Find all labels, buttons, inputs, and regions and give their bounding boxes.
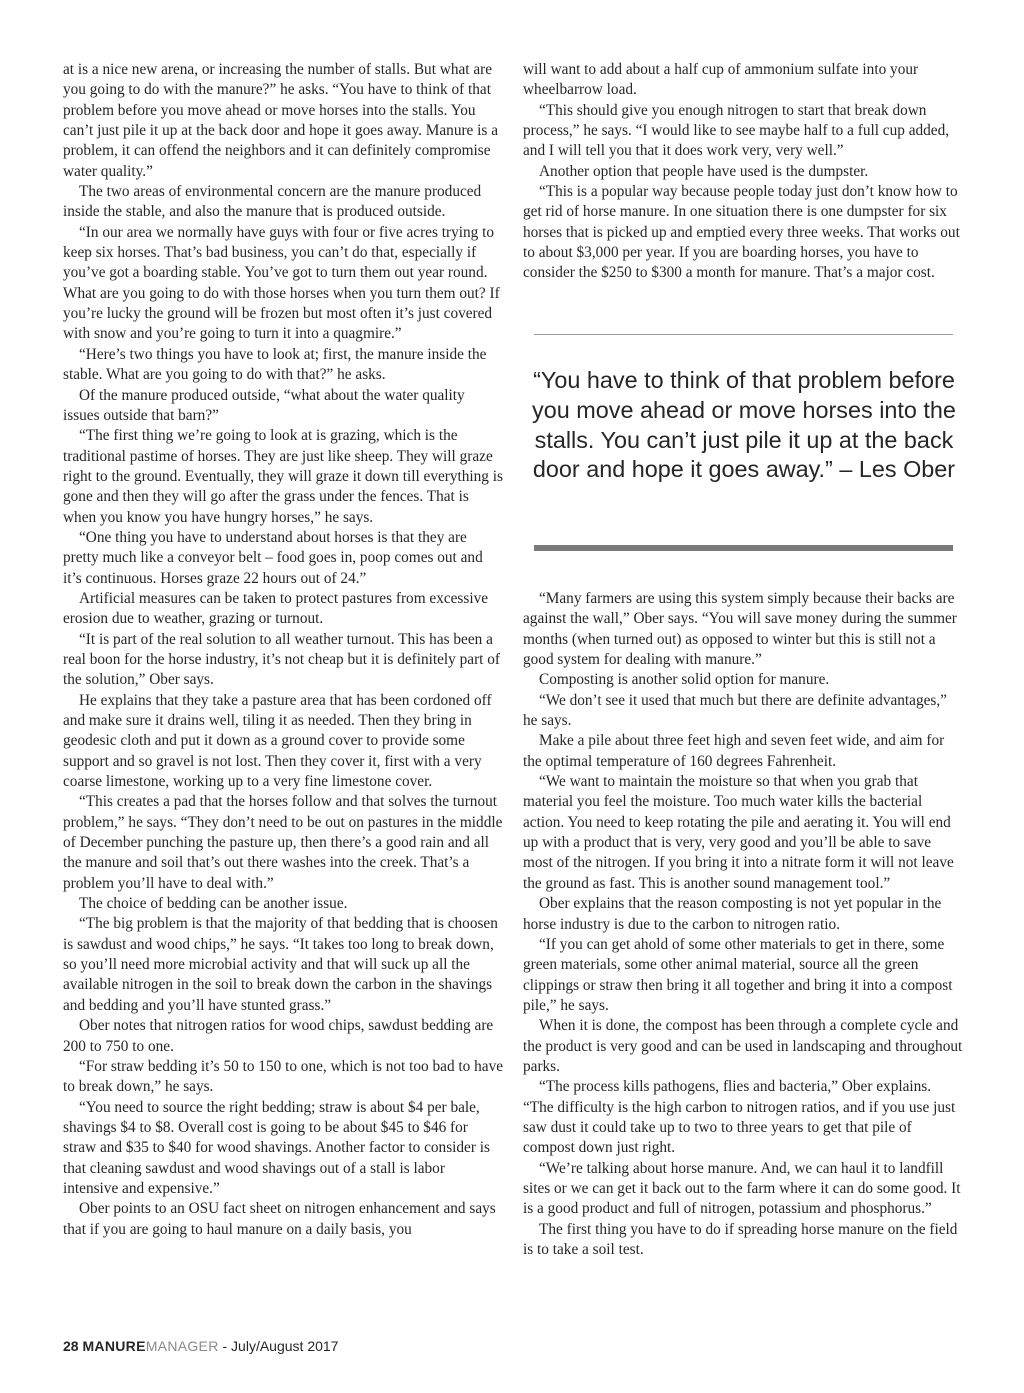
paragraph: “You need to source the right bedding; straw is about $4 per bale, shavings $4 to $8. Overall cost is going to be about $45 to $46 for straw and $35 to $40 for wood shavings. Another factor to consider is that cleaning sawdust and wood shavings out of a stall is labor intensive and expensive.” bbox=[63, 1098, 490, 1197]
paragraph: “This creates a pad that the horses follow and that solves the turnout problem,” he says. “They don’t need to be out on pastures in the middle of December punching the pasture up, then there’s a good rain and all the manure and soil that’s out there washes into the creek. That’s a problem you’ll have to deal with.” bbox=[63, 793, 503, 892]
paragraph: Ober points to an OSU fact sheet on nitrogen enhancement and says that if you are going to haul manure on a daily basis, you bbox=[63, 1200, 496, 1238]
paragraph: The first thing you have to do if spreading horse manure on the field is to take a soil test. bbox=[523, 1220, 958, 1258]
right-column-top bbox=[523, 60, 963, 284]
paragraph: “In our area we normally have guys with four or five acres trying to keep six horses. That’s bad business, you can’t do that, especially if you’ve got a boarding stable. You’ve got to turn them out year round. What are you going to do with those horses when you turn them out? If you’re lucky the ground will be frozen but most often it’s just covered with snow and you’re going to turn it into a quagmire.” bbox=[63, 223, 500, 343]
paragraph: at is a nice new arena, or increasing the number of stalls. But what are you going to do with the manure?” he asks. “You have to think of that problem before you move ahead or move horses into the stalls. You can’t just pile it up at the back door and hope it goes away. Manure is a problem, it can offend the neighbors and it can definitely compromise water quality.” bbox=[63, 61, 498, 180]
paragraph: “We want to maintain the moisture so that when you grab that material you feel the moisture. Too much water kills the bacterial action. You need to keep rotating the pile and aerating it. You will end up with a product that is very, very good and you’ll be able to save most of the nitrogen. If you bring it into a nitrate form it will not leave the ground as fast. This is another sound management tool.” bbox=[523, 773, 954, 892]
paragraph: “This should give you enough nitrogen to start that break down process,” he says. “I would like to see maybe half to a full cup added, and I will tell you that it does work very, very well.” bbox=[523, 101, 950, 160]
page-number: 28 bbox=[63, 1338, 79, 1354]
paragraph: “One thing you have to understand about horses is that they are pretty much like a conveyor belt – food goes in, poop comes out and it’s continuous. Horses graze 22 hours out of 24.” bbox=[63, 528, 483, 587]
paragraph: “Here’s two things you have to look at; first, the manure inside the stable. What are you going to do with that?” he asks. bbox=[63, 345, 487, 384]
issue-date: - July/August 2017 bbox=[222, 1338, 339, 1354]
paragraph: Ober explains that the reason composting is not yet popular in the horse industry is due to the carbon to nitrogen ratio. bbox=[523, 895, 942, 933]
left-column bbox=[63, 60, 503, 1240]
paragraph: “The first thing we’re going to look at is grazing, which is the traditional pastime of horses. They are just like sheep. They will graze right to the ground. Eventually, they will graze it down till everything is gone and then they will go after the grass under the fences. That is when you know you have hungry horses,” he says. bbox=[63, 427, 503, 526]
right-column-bottom bbox=[523, 589, 963, 1260]
page-footer bbox=[63, 1338, 338, 1354]
pull-quote: “You have to think of that problem before you move ahead or move horses into the stalls. You can’t just pile it up at the back door and hope it goes away.” – Les Ober bbox=[532, 367, 956, 483]
paragraph: Composting is another solid option for manure. bbox=[539, 671, 830, 689]
paragraph: “This is a popular way because people today just don’t know how to get rid of horse manure. In one situation there is one dumpster for six horses that is picked up and emptied every three weeks. That works out to about $3,000 per year. If you are boarding horses, you have to consider the $250 to $300 a month for manure. That’s a major cost. bbox=[523, 183, 960, 282]
paragraph: “It is part of the real solution to all weather turnout. This has been a real boon for the horse industry, it’s not cheap but it is definitely part of the solution,” Ober says. bbox=[63, 630, 500, 689]
paragraph: “Many farmers are using this system simply because their backs are against the wall,” Ober says. “You will save money during the summer months (when turned out) as opposed to winter but this is still not a good system for dealing with manure.” bbox=[523, 590, 957, 669]
paragraph: “For straw bedding it’s 50 to 150 to one, which is not too bad to have to break down,” he says. bbox=[63, 1057, 504, 1096]
paragraph: “We don’t see it used that much but there are definite advantages,” he says. bbox=[523, 691, 947, 730]
pull-quote-bottom-rule bbox=[534, 545, 953, 551]
paragraph: Another option that people have used is the dumpster. bbox=[539, 162, 869, 180]
paragraph: “If you can get ahold of some other materials to get in there, some green materials, some other animal material, source all the green clippings or straw then bring it all together and bring it into a compost pile,” he says. bbox=[523, 935, 953, 1014]
magazine-name-bold: MANURE bbox=[82, 1338, 146, 1354]
paragraph: He explains that they take a pasture area that has been cordoned off and make sure it drains well, tiling it as needed. Then they bring in geodesic cloth and put it down as a ground cover to provide some support and so gravel is not lost. Then they cover it, first with a very coarse limestone, working up to a very fine limestone cover. bbox=[63, 691, 492, 791]
paragraph: “The process kills pathogens, flies and bacteria,” Ober explains. “The difficulty is the high carbon to nitrogen ratios, and if you use just saw dust it could take up to two to three years to get that pile of compost down just right. bbox=[523, 1078, 956, 1157]
pull-quote-top-rule bbox=[534, 334, 953, 335]
paragraph: will want to add about a half cup of ammonium sulfate into your wheelbarrow load. bbox=[523, 61, 919, 99]
paragraph: When it is done, the compost has been through a complete cycle and the product is very good and can be used in landscaping and throughout parks. bbox=[523, 1017, 963, 1075]
paragraph: Ober notes that nitrogen ratios for wood chips, sawdust bedding are 200 to 750 to one. bbox=[63, 1017, 494, 1055]
paragraph: Artificial measures can be taken to protect pastures from excessive erosion due to weather, grazing or turnout. bbox=[63, 589, 489, 628]
paragraph: The choice of bedding can be another issue. bbox=[79, 895, 348, 913]
paragraph: The two areas of environmental concern are the manure produced inside the stable, and also the manure that is produced outside. bbox=[63, 183, 482, 221]
paragraph: Of the manure produced outside, “what about the water quality issues outside that barn?” bbox=[63, 386, 465, 424]
paragraph: “The big problem is that the majority of that bedding that is choosen is sawdust and wood chips,” he says. “It takes too long to break down, so you’ll need more microbial activity and that will suck up all the available nitrogen in the soil to break down the carbon in the shavings and bedding and you’ll have stunted grass.” bbox=[63, 915, 498, 1014]
paragraph: Make a pile about three feet high and seven feet wide, and aim for the optimal temperature of 160 degrees Fahrenheit. bbox=[523, 732, 945, 770]
paragraph: “We’re talking about horse manure. And, we can haul it to landfill sites or we can get it back out to the farm where it can do some good. It is a good product and full of nitrogen, potassium and phosphorus.” bbox=[523, 1159, 961, 1218]
magazine-name-light: MANAGER bbox=[145, 1338, 219, 1354]
